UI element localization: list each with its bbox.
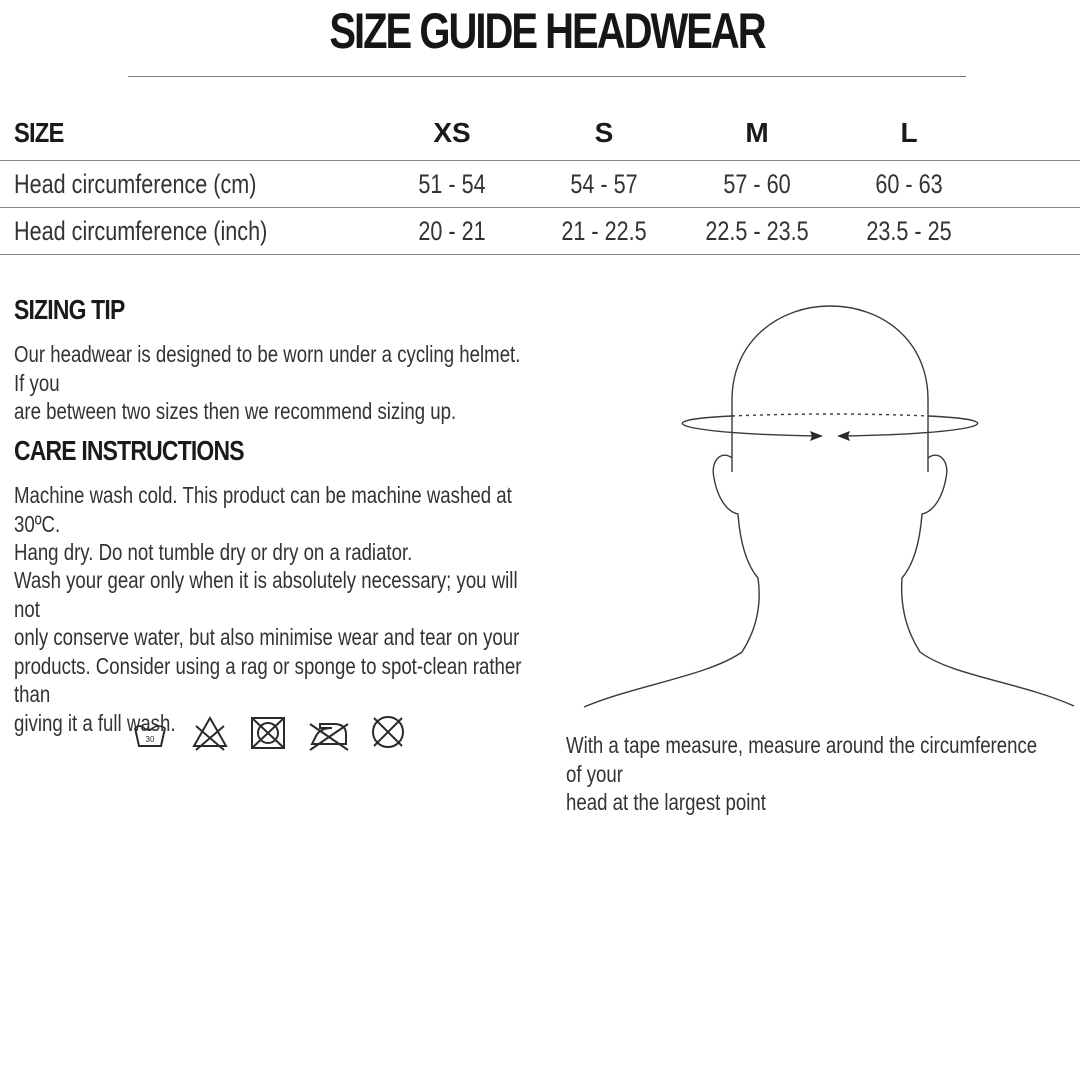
cm-value-m: 57 - 60	[723, 169, 791, 199]
size-table	[0, 112, 1080, 255]
table-row-cm	[0, 161, 1080, 208]
cm-value-s: 54 - 57	[570, 169, 638, 199]
size-header-m: M	[745, 117, 769, 148]
size-header-label: SIZE	[14, 117, 64, 148]
size-table-header-row	[0, 112, 1080, 161]
inch-value-l: 23.5 - 25	[866, 216, 952, 246]
care-text-advice: Wash your gear only when it is absolutely necessary; you will not only conserve water, but also minimise wear and tear on your products. Consider using a rag or sponge to spot-clean rather than giving it a full wash.	[14, 567, 522, 736]
no-dry-clean-icon	[368, 712, 408, 752]
no-bleach-icon	[190, 712, 230, 752]
care-text-wash: Machine wash cold. This product can be machine washed at 30ºC. Hang dry. Do not tumble dry or dry on a radiator.	[14, 482, 512, 565]
care-instructions-heading: CARE INSTRUCTIONS	[14, 435, 244, 466]
wash-temp-label: 30	[145, 735, 155, 744]
cm-value-l: 60 - 63	[875, 169, 943, 199]
illustration-caption: With a tape measure, measure around the circumference of your head at the largest point	[566, 732, 1038, 815]
care-symbols	[132, 712, 412, 756]
inch-value-xs: 20 - 21	[418, 216, 486, 246]
size-header-l: L	[900, 117, 918, 148]
no-tumble-dry-icon	[248, 712, 288, 752]
head-measure-icon	[580, 300, 1080, 715]
page-title: SIZE GUIDE HEADWEAR	[329, 3, 765, 59]
inch-value-s: 21 - 22.5	[561, 216, 647, 246]
table-row-inch	[0, 208, 1080, 255]
size-header-xs: XS	[433, 117, 471, 148]
cm-value-xs: 51 - 54	[418, 169, 486, 199]
sizing-tip-heading: SIZING TIP	[14, 294, 125, 325]
sizing-tip-text: Our headwear is designed to be worn under a cycling helmet. If you are between two sizes then we recommend sizing up.	[14, 341, 521, 424]
wash-30-icon	[132, 720, 168, 750]
title-divider	[128, 76, 966, 77]
inch-value-m: 22.5 - 23.5	[705, 216, 809, 246]
row-label-inch: Head circumference (inch)	[14, 216, 268, 246]
no-iron-icon	[306, 712, 352, 752]
size-header-s: S	[594, 117, 614, 148]
row-label-cm: Head circumference (cm)	[14, 169, 257, 199]
